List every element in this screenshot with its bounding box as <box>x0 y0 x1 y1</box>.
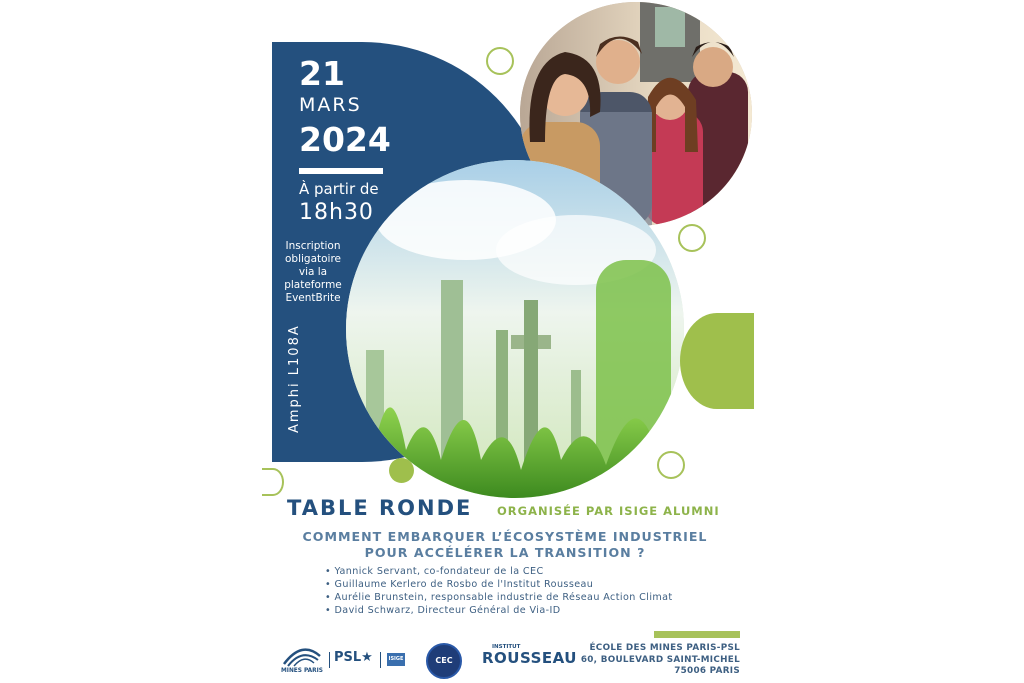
registration-line: plateforme <box>284 279 342 291</box>
event-month: MARS <box>299 94 362 116</box>
registration-line: EventBrite <box>285 292 341 304</box>
event-room: Amphi L108A <box>287 324 302 433</box>
venue-line: ÉCOLE DES MINES PARIS-PSL <box>589 643 740 653</box>
registration-line: Inscription <box>285 240 341 252</box>
dot-decoration <box>389 458 414 483</box>
venue-accent-bar <box>654 631 740 638</box>
mines-paris-logo <box>278 644 326 678</box>
dot-decoration <box>680 313 754 409</box>
logo-separator <box>380 652 381 668</box>
event-type-title: TABLE RONDE <box>287 496 473 520</box>
organizer-label: ORGANISÉE PAR ISIGE ALUMNI <box>497 504 720 518</box>
speaker-item: • David Schwarz, Directeur Général de Via-ID <box>325 604 673 617</box>
start-time-label: À partir de <box>299 180 379 198</box>
logo-separator <box>329 652 330 668</box>
psl-logo: PSL★ <box>334 650 373 665</box>
venue-line: 60, BOULEVARD SAINT-MICHEL <box>580 654 740 665</box>
speaker-item: • Yannick Servant, co-fondateur de la CEC <box>325 565 673 578</box>
event-time: 18h30 <box>299 200 374 225</box>
rousseau-logo-small-text: INSTITUT <box>492 644 521 650</box>
rousseau-logo-text: ROUSSEAU <box>482 649 577 667</box>
cec-logo: CEC <box>426 643 462 679</box>
ring-decoration <box>678 224 706 252</box>
event-question <box>270 529 740 561</box>
venue-address <box>572 643 740 678</box>
speaker-item: • Guillaume Kerlero de Rosbo de l'Institut Rousseau <box>325 578 673 591</box>
question-line: POUR ACCÉLÉRER LA TRANSITION ? <box>364 545 646 560</box>
event-year: 2024 <box>299 120 391 159</box>
mines-paris-emblem-icon <box>278 644 326 668</box>
registration-line: via la <box>298 266 328 278</box>
speaker-item: • Aurélie Brunstein, responsable industrie de Réseau Action Climat <box>325 591 673 604</box>
event-day: 21 <box>299 54 345 93</box>
registration-line: obligatoire <box>284 253 342 265</box>
venue-line: 75006 PARIS <box>674 666 740 676</box>
registration-note <box>278 240 348 305</box>
mines-paris-wordmark: MINES PARIS <box>281 668 323 674</box>
ring-decoration <box>262 468 284 496</box>
isige-logo: ISIGE <box>387 653 405 666</box>
speaker-list <box>325 565 673 617</box>
date-divider <box>299 168 383 174</box>
ring-decoration <box>486 47 514 75</box>
industry-photo <box>346 160 684 498</box>
ring-decoration <box>657 451 685 479</box>
question-line: COMMENT EMBARQUER L’ÉCOSYSTÈME INDUSTRIEL <box>302 529 708 544</box>
